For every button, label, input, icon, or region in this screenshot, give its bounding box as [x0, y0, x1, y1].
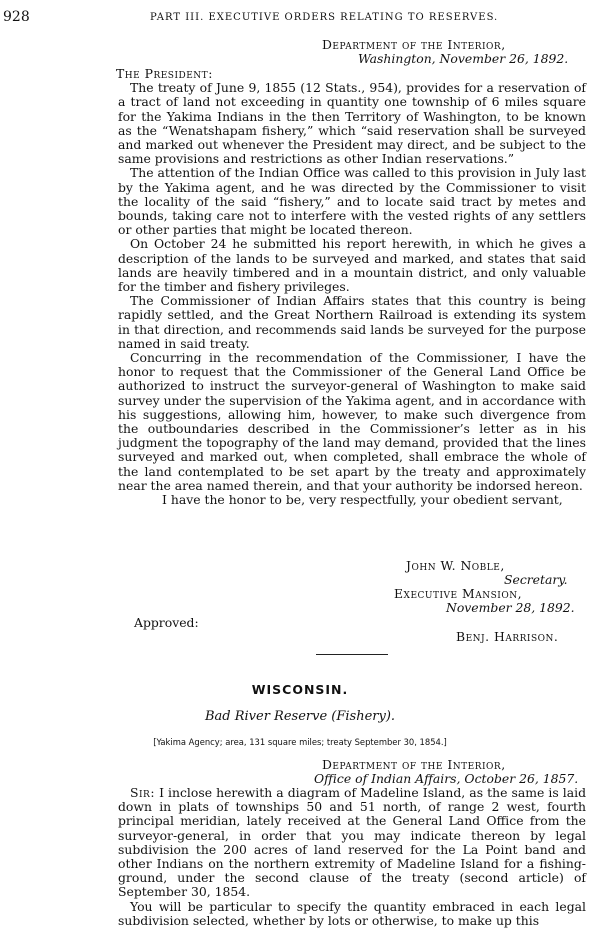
- reserve-details: [Yakima Agency; area, 131 square miles; treaty September 30, 1854.]: [153, 737, 447, 747]
- letter1-paragraph: Concurring in the recommendation of the Commissioner, I have the honor to request that the Commissioner of the General Land Office be authorized to instruct the surveyor-general of Washington to make said survey under the supervision of the Yakima agent, and in accordance with his suggestions, allowing him, however, to make such divergence from the outboundaries described in the Commissioner’s letter as in his judgment the topography of the land may demand, provided that the lines surveyed and marked out, when completed, shall embrace the whole of the land contemplated to be set apart by the treaty and approximately near the area named therein, and that your authority be indorsed hereon.: [118, 350, 586, 493]
- letter2-body: [118, 786, 586, 928]
- letter2-salutation: Sir:: [130, 785, 155, 800]
- letter1-signer-title: Secretary.: [504, 572, 568, 587]
- state-heading: WISCONSIN.: [251, 682, 349, 697]
- letter1-salutation: The President:: [116, 66, 213, 81]
- page-number: 928: [3, 9, 30, 25]
- executive-mansion: Executive Mansion,: [394, 586, 523, 601]
- letter1-paragraph: The attention of the Indian Office was called to this provision in July last by the Yakima agent, and he was directed by the Commissioner to visit the locality of the said “fishery,” and to locate said tract by metes and bounds, taking care not to interfere with the vested rights of any settlers or other parties that might be located thereon.: [118, 165, 586, 238]
- letter2-department: Department of the Interior,: [322, 757, 506, 772]
- letter1-body: [118, 67, 586, 507]
- letter1-closing: I have the honor to be, very respectfully, your obedient servant,: [162, 492, 563, 508]
- running-title: PART III. EXECUTIVE ORDERS RELATING TO RESERVES.: [150, 12, 499, 23]
- letter2-office-date: Office of Indian Affairs, October 26, 1857.: [314, 771, 579, 786]
- letter1-paragraph: The treaty of June 9, 1855 (12 Stats., 954), provides for a reservation of a tract of land not exceeding in quantity one township of 6 miles square for the Yakima Indians in the then Territory of Washington, to be known as the “Wenatshapam fishery,” which “said reservation shall be surveyed and marked out whenever the President may direct, and be subject to the same provisions and restrictions as other Indian reservations.”: [118, 80, 586, 167]
- approver-signature: Benj. Harrison.: [456, 629, 559, 644]
- page-header: [0, 9, 600, 29]
- approved-label: Approved:: [134, 615, 199, 630]
- letter1-department: Department of the Interior,: [322, 37, 506, 52]
- letter1-paragraph: On October 24 he submitted his report herewith, in which he gives a description of the lands to be surveyed and marked, and states that said lands are heavily timbered and in a mountain district, and only valuable for the timber and fishery privileges.: [118, 236, 586, 295]
- section-divider: [316, 654, 388, 655]
- mansion-date: November 28, 1892.: [446, 600, 575, 615]
- letter2-paragraph-text: I inclose herewith a diagram of Madeline Island, as the same is laid down in plats of townships 50 and 51 north, of range 2 west, fourth principal meridian, lately received at the General Land Office from the surveyor-general, in order that you may indicate thereon by legal subdivision the 200 acres of land reserved for the La Point band and other Indians on the northern extremity of Madeline Island for a fishing-ground, under the second clause of the treaty (second article) of September 30, 1854.: [118, 785, 586, 900]
- letter1-paragraph: The Commissioner of Indian Affairs states that this country is being rapidly settled, and the Great Northern Railroad is extending its system in that direction, and recommends said lands be surveyed for the purpose named in said treaty.: [118, 293, 586, 351]
- letter2-paragraph: You will be particular to specify the quantity embraced in each legal subdivision selected, whether by lots or otherwise, to make up this: [118, 898, 586, 928]
- letter1-signer: John W. Noble,: [406, 558, 505, 573]
- reserve-title: Bad River Reserve (Fishery).: [204, 709, 396, 724]
- letter2-paragraph: [118, 786, 586, 900]
- letter1-date: Washington, November 26, 1892.: [358, 51, 569, 66]
